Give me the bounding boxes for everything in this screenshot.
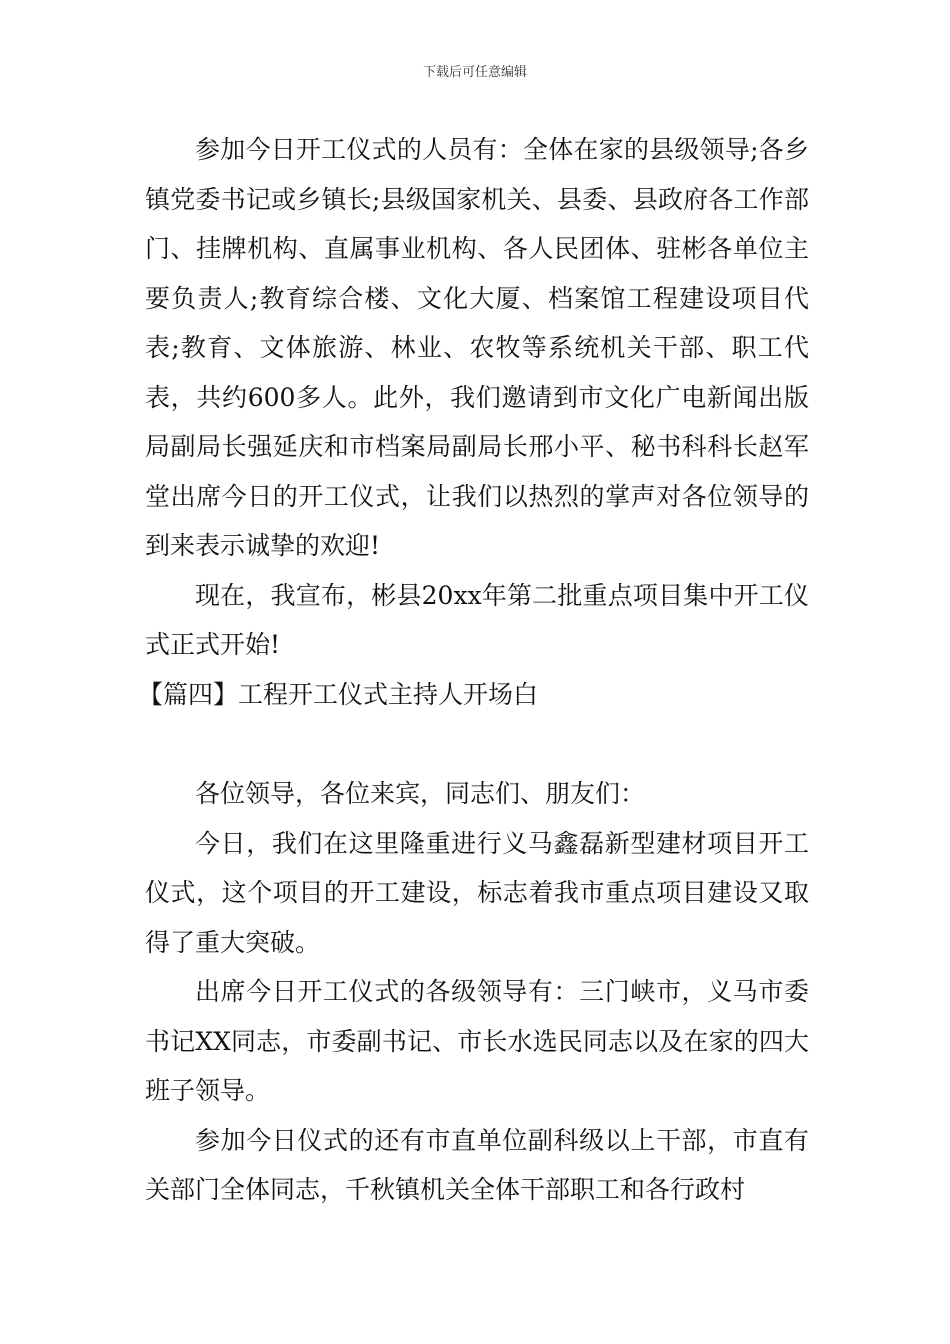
paragraph-announcement: 现在，我宣布，彬县20xx年第二批重点项目集中开工仪式正式开始!	[145, 580, 809, 659]
section-spacer	[145, 719, 809, 769]
section-heading: 【篇四】工程开工仪式主持人开场白	[138, 679, 539, 709]
paragraph-project: 今日，我们在这里隆重进行义马鑫磊新型建材项目开工仪式，这个项目的开工建设，标志着我市重点项目建设又取得了重大突破。	[145, 828, 809, 957]
paragraph-participants: 参加今日仪式的还有市直单位副科级以上干部，市直有关部门全体同志，千秋镇机关全体干部职工和各行政村	[145, 1125, 809, 1204]
document-body	[138, 125, 809, 1215]
paragraph-attendees: 参加今日开工仪式的人员有：全体在家的县级领导;各乡镇党委书记或乡镇长;县级国家机关、县委、县政府各工作部门、挂牌机构、直属事业机构、各人民团体、驻彬各单位主要负责人;教育综合楼、文化大厦、档案馆工程建设项目代表;教育、文体旅游、林业、农牧等系统机关干部、职工代表，共约600多人。此外，我们邀请到市文化广电新闻出版局副局长强延庆和市档案局副局长邢小平、秘书科科长赵军堂出席今日的开工仪式，让我们以热烈的掌声对各位领导的到来表示诚挚的欢迎!	[145, 135, 809, 560]
paragraph-greeting: 各位领导，各位来宾，同志们、朋友们：	[195, 779, 646, 808]
paragraph-leaders: 出席今日开工仪式的各级领导有：三门峡市，义马市委书记XX同志，市委副书记、市长水选民同志以及在家的四大班子领导。	[145, 977, 809, 1105]
page-header: 下载后可任意编辑	[422, 65, 527, 80]
